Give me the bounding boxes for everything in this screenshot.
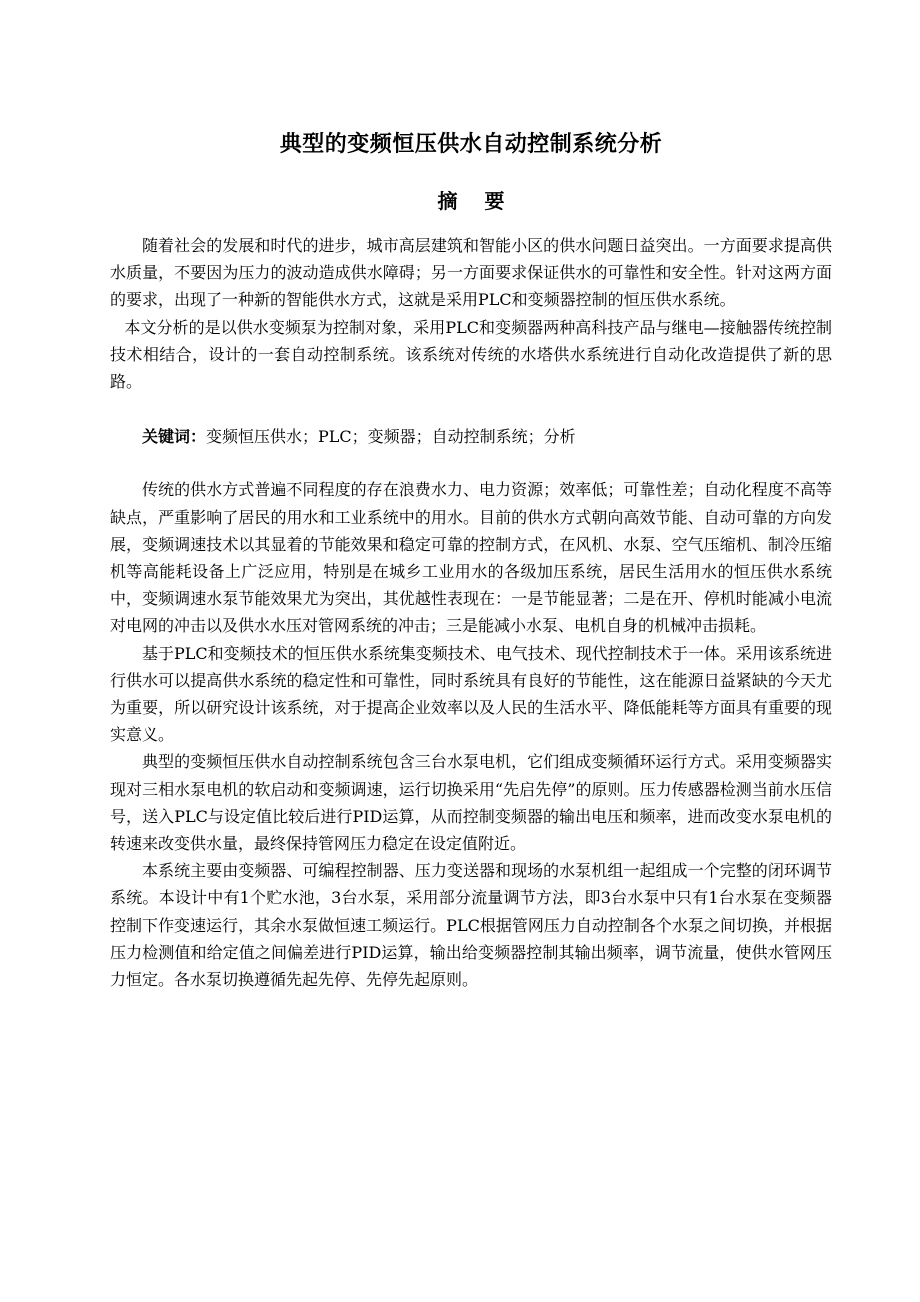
body-paragraph-2: 基于PLC和变频技术的恒压供水系统集变频技术、电气技术、现代控制技术于一体。采用该系统进行供水可以提高供水系统的稳定性和可靠性，同时系统具有良好的节能性，这在能源日益紧缺的今天尤为重要，所以研究设计该系统，对于提高企业效率以及人民的生活水平、降低能耗等方面具有重要的现实意义。 — [110, 643, 832, 745]
body-paragraph-4: 本系统主要由变频器、可编程控制器、压力变送器和现场的水泵机组一起组成一个完整的闭环调节系统。本设计中有1个贮水池，3台水泵，采用部分流量调节方法，即3台水泵中只有1台水泵在变频器控制下作变速运行，其余水泵做恒速工频运行。PLC根据管网压力自动控制各个水泵之间切换，并根据压力检测值和给定值之间偏差进行PID运算，输出给变频器控制其输出频率，调节流量，使供水管网压力恒定。各水泵切换遵循先起先停、先停先起原则。 — [110, 861, 832, 990]
keywords-text: 变频恒压供水；PLC；变频器；自动控制系统；分析 — [206, 427, 576, 447]
keywords-label: 关键词： — [142, 427, 207, 447]
document-title: 典型的变频恒压供水自动控制系统分析 — [279, 132, 663, 157]
abstract-heading: 摘 要 — [437, 189, 515, 213]
document-page — [110, 128, 832, 993]
abstract-paragraph-2: 本文分析的是以供水变频泵为控制对象，采用PLC和变频器两种高科技产品与继电—接触器传统控制技术相结合，设计的一套自动控制系统。该系统对传统的水塔供水系统进行自动化改造提供了新的思路。 — [110, 317, 832, 392]
body-paragraph-3: 典型的变频恒压供水自动控制系统包含三台水泵电机，它们组成变频循环运行方式。采用变频器实现对三相水泵电机的软启动和变频调速，运行切换采用“先启先停”的原则。压力传感器检测当前水压信号，送入PLC与设定值比较后进行PID运算，从而控制变频器的输出电压和频率，进而改变水泵电机的转速来改变供水量，最终保持管网压力稳定在设定值附近。 — [110, 752, 832, 854]
abstract-paragraph-1: 随着社会的发展和时代的进步，城市高层建筑和智能小区的供水问题日益突出。一方面要求提高供水质量，不要因为压力的波动造成供水障碍；另一方面要求保证供水的可靠性和安全性。针对这两方面的要求，出现了一种新的智能供水方式，这就是采用PLC和变频器控制的恒压供水系统。 — [110, 236, 832, 310]
body-paragraph-1: 传统的供水方式普遍不同程度的存在浪费水力、电力资源；效率低；可靠性差；自动化程度不高等缺点，严重影响了居民的用水和工业系统中的用水。目前的供水方式朝向高效节能、自动可靠的方向发展，变频调速技术以其显着的节能效果和稳定可靠的控制方式，在风机、水泵、空气压缩机、制冷压缩机等高能耗设备上广泛应用，特别是在城乡工业用水的各级加压系统，居民生活用水的恒压供水系统中，变频调速水泵节能效果尤为突出，其优越性表现在：一是节能显著；二是在开、停机时能减小电流对电网的冲击以及供水水压对管网系统的冲击；三是能减小水泵、电机自身的机械冲击损耗。 — [110, 480, 832, 636]
keywords-line — [110, 423, 832, 450]
